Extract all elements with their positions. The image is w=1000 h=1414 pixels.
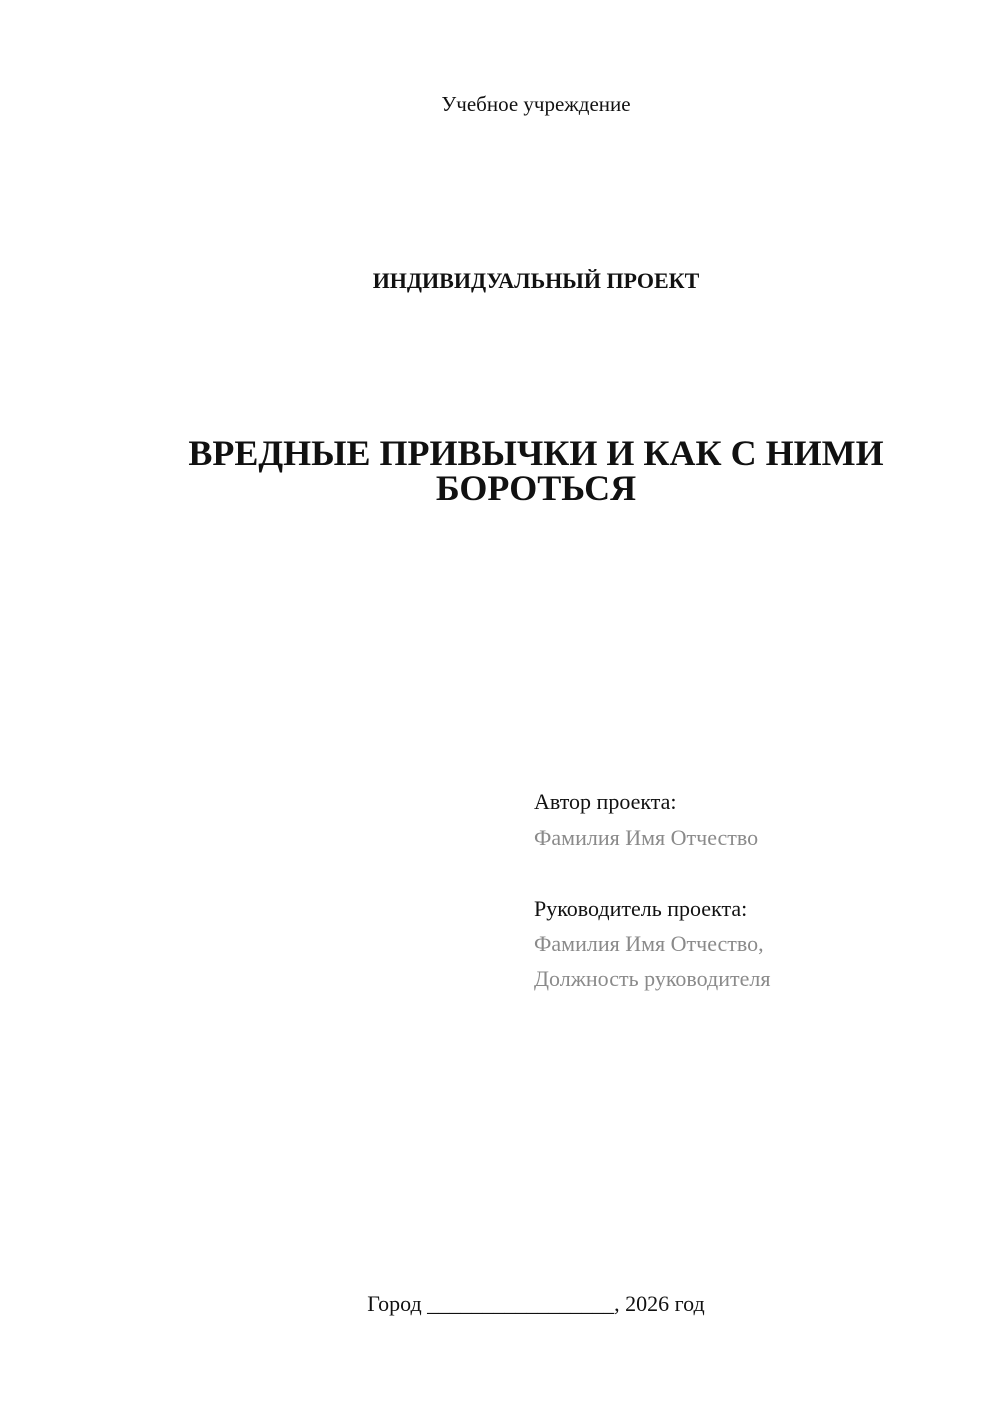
city-label: Город bbox=[367, 1291, 422, 1316]
project-title-line-2: БОРОТЬСЯ bbox=[435, 468, 637, 508]
supervisor-label: Руководитель проекта: bbox=[534, 896, 748, 921]
document-type-heading: ИНДИВИДУАЛЬНЫЙ ПРОЕКТ bbox=[372, 268, 700, 293]
city-blank-line: _________________ bbox=[427, 1291, 615, 1316]
year-text: , 2026 год bbox=[614, 1291, 705, 1316]
project-title-line-1: ВРЕДНЫЕ ПРИВЫЧКИ И КАК С НИМИ bbox=[188, 433, 884, 473]
supervisor-name-placeholder: Фамилия Имя Отчество, bbox=[534, 931, 764, 956]
author-name-placeholder: Фамилия Имя Отчество bbox=[534, 825, 759, 850]
author-label: Автор проекта: bbox=[534, 789, 677, 814]
footer-city-year bbox=[72, 1291, 1000, 1317]
project-title bbox=[72, 433, 1000, 508]
supervisor-position-placeholder: Должность руководителя bbox=[534, 966, 771, 991]
institution-name: Учебное учреждение bbox=[441, 92, 631, 116]
